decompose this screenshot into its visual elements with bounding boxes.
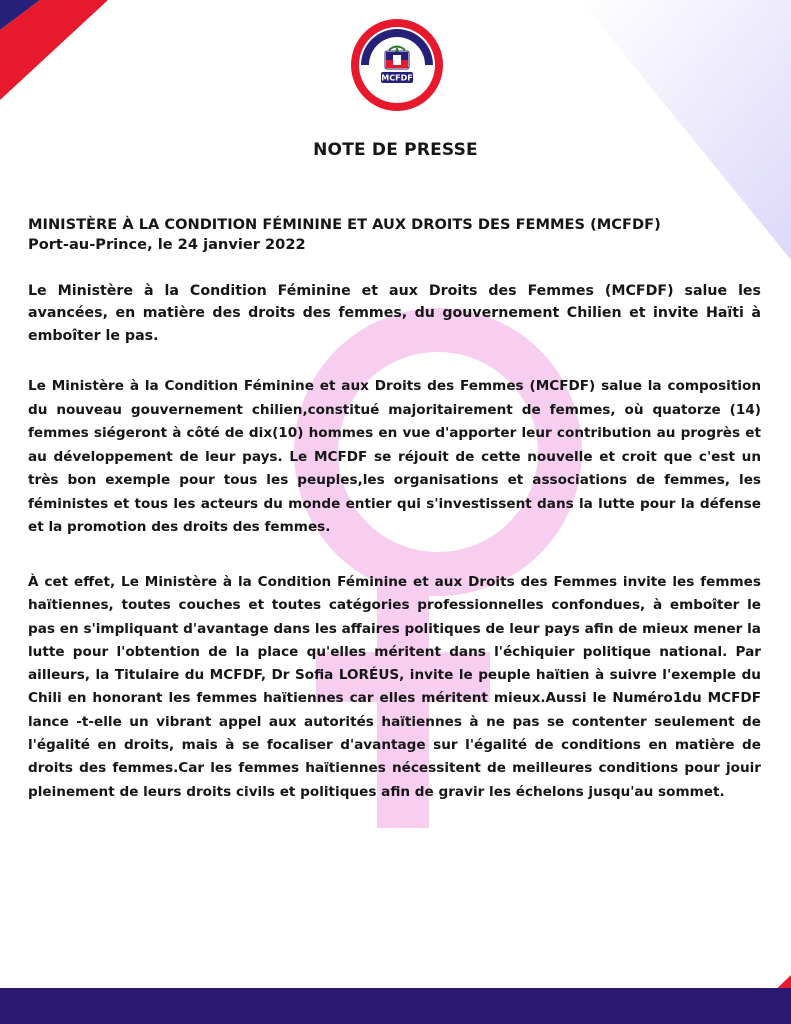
footer-bar	[0, 988, 791, 1024]
ministry-heading: MINISTÈRE À LA CONDITION FÉMININE ET AUX DROITS DES FEMMES (MCFDF)	[28, 216, 661, 233]
place-date: Port-au-Prince, le 24 janvier 2022	[28, 236, 306, 253]
body-paragraph-1: Le Ministère à la Condition Féminine et aux Droits des Femmes (MCFDF) salue la composition du nouveau gouvernement chilien,constitué majoritairement de femmes, où quatorze (14) femmes siégeront à côté de dix(10) hommes en vue d'apporter leur contribution au progrès et au développement de leur pays. Le MCFDF se réjouit de cette nouvelle et croit que c'est un très bon exemple pour tous les peuples,les organisations et associations de femmes, les féministes et tous les acteurs du monde entier qui s'investissent dans la lutte pour la défense et la promotion des droits des femmes.	[28, 378, 761, 535]
page-title: NOTE DE PRESSE	[313, 140, 478, 160]
summary-paragraph: Le Ministère à la Condition Féminine et aux Droits des Femmes (MCFDF) salue les avancées, en matière des droits des femmes, du gouvernement Chilien et invite Haïti à emboîter le pas.	[28, 283, 761, 344]
body-paragraph-2: À cet effet, Le Ministère à la Condition Féminine et aux Droits des Femmes invite les femmes haïtiennes, toutes couches et toutes catégories professionnelles confondues, à emboîter le pas en s'impliquant d'avantage dans les affaires politiques de leur pays afin de mieux mener la lutte pour l'obtention de la place qu'elles méritent dans l'échiquier politique national. Par ailleurs, la Titulaire du MCFDF, Dr Sofia LORÉUS, invite le peuple haïtien à suivre l'exemple du Chili en honorant les femmes haïtiennes car elles méritent mieux.Aussi le Numéro1du MCFDF lance -t-elle un vibrant appel aux autorités haïtiennes à ne pas se contenter seulement de l'égalité en droits, mais à se focaliser d'avantage sur l'égalité de conditions en matière de droits des femmes.Car les femmes haïtiennes nécessitent de meilleures conditions pour jouir pleinement de leurs droits civils et politiques afin de gravir les échelons jusqu'au sommet.	[28, 574, 761, 800]
heading-block	[28, 214, 768, 255]
logo-text: MCFDF	[381, 73, 413, 83]
